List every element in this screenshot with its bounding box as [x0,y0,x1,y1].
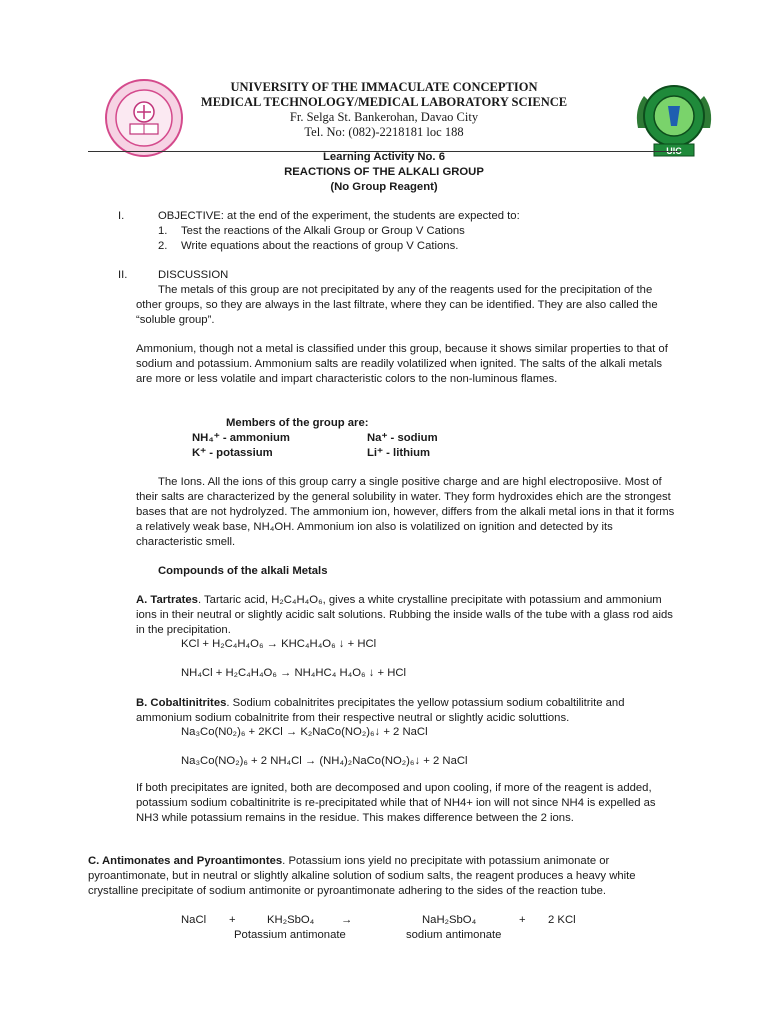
member-ion-potassium: K⁺ [192,447,207,459]
objective-item-2: Write equations about the reactions of group V Cations. [181,240,459,252]
section1-numeral: I. [118,210,125,222]
antimonates-term-plus-1: + [229,914,236,926]
member-name-potassium: - potassium [209,447,273,459]
members-heading: Members of the group are: [226,417,369,429]
cobaltinitrites-equation-2: Na₃Co(NO₂)₆ + 2 NH₄Cl → (NH₄)₂NaCo(NO₂)₆↓ + 2 NaCl [181,755,468,767]
department-name: MEDICAL TECHNOLOGY/MEDICAL LABORATORY SCIENCE [200,95,568,109]
member-name-lithium: - lithium [386,447,431,459]
university-name: UNIVERSITY OF THE IMMACULATE CONCEPTION [230,80,538,94]
telephone-number: Tel. No: (082)-2218181 loc 188 [304,125,464,139]
cobaltinitrites-label: B. Cobaltinitrites [136,697,227,709]
antimonates-label: C. Antimonates and Pyroantimontes [88,855,283,867]
compounds-heading: Compounds of the alkali Metals [158,565,328,577]
tartrates-paragraph [136,593,676,638]
section2-numeral: II. [118,269,128,281]
discussion-paragraph-1: The metals of this group are not precipitated by any of the reagents used for the precipitation of the other groups, so they are always in the last filtrate, where they can be identified. They are also called the “soluble group”. [136,284,658,326]
objective-heading: OBJECTIVE: at the end of the experiment, the students are expected to: [158,210,520,222]
objective-item-2-number: 2. [158,240,168,252]
tartrates-equation-1: KCl + H₂C₄H₄O₆ → KHC₄H₄O₆ ↓ + HCl [181,638,377,650]
cobaltinitrites-ignition-paragraph: If both precipitates are ignited, both are decomposed and upon cooling, if more of the reagent is added, potassium sodium cobaltinitrite is re-precipitated while that of NH4+ ion will not since NH4 is expelled as NH3 while potassium remains in the residue. This makes difference between the 2 ions. [136,782,656,824]
objective-item-1: Test the reactions of the Alkali Group or Group V Cations [181,225,465,237]
cobaltinitrites-text: . Sodium cobalnitrites precipitates the yellow potassium sodium cobaltilitrite and ammonium sodium cobalnitrite from their respective neutral or slightly acidic soluttions. [136,697,625,724]
tartrates-text: . Tartaric acid, H₂C₄H₄O₆, gives a white crystalline precipitate with potassium and ammonium ions in their neutral or slightly acidic salt solutions. Rubbing the inside walls of the tube with a glass rod aids in the precipitation. [136,594,673,636]
left-university-seal [104,78,184,158]
antimonates-term-nacl: NaCl [181,914,207,926]
antimonates-text: . Potassium ions yield no precipitate with potassium animonate or pyroantimonate, but in neutral or slightly alkaline solution of sodium salts, the reagent produces a heavy white crystalline precipitate of sodium antimonite or pyroantimonate adhering to the sides of the reaction tube. [88,855,636,897]
antimonates-paragraph [88,854,678,899]
member-name-ammonium: - ammonium [222,432,290,444]
member-ion-ammonium: NH₄⁺ [192,432,220,444]
discussion-heading: DISCUSSION [158,269,229,281]
university-address: Fr. Selga St. Bankerohan, Davao City [289,110,479,124]
cobaltinitrites-equation-1: Na₃Co(N0₂)₆ + 2KCl → K₂NaCo(NO₂)₆↓ + 2 NaCl [181,726,428,738]
svg-text:UIC: UIC [666,146,682,156]
right-department-seal [632,80,716,160]
activity-number: Learning Activity No. 6 [323,151,445,163]
member-name-sodium: - sodium [390,432,438,444]
member-ion-lithium: Li⁺ [367,447,384,459]
discussion-paragraph-2: Ammonium, though not a metal is classified under this group, because it shows similar properties to that of sodium and potassium. Ammonium salts are readily volatilized when ignited. The salts of the alkali metals are more or less volatile and impart characteristic colors to the non-luminous flames. [136,343,668,385]
activity-title: REACTIONS OF THE ALKALI GROUP [284,166,484,178]
antimonates-term-kh2sbo4: KH₂SbO₄ [267,914,315,926]
ions-paragraph: The Ions. All the ions of this group carry a single positive charge and are highl electroposiive. Most of their salts are characterized by the general solubility in water. They form hydroxides ehich are the strongest bases that are not hydrolyzed. The ammonium ion, however, differs from the alkali metal ions in that it forms a relatively weak base, NH₄OH. Ammonium ion also is volatilized on ignition and detected by its characteristic smell. [136,476,675,548]
objective-item-1-number: 1. [158,225,168,237]
tartrates-label: A. Tartrates [136,594,198,606]
antimonates-term-arrow: → [341,914,353,926]
tartrates-equation-2: NH₄Cl + H₂C₄H₄O₆ → NH₄HC₄ H₄O₆ ↓ + HCl [181,667,407,679]
sodium-antimonate-label: sodium antimonate [406,929,502,941]
cobaltinitrites-paragraph [136,696,676,726]
antimonates-term-plus-2: + [519,914,526,926]
activity-subtitle: (No Group Reagent) [330,181,438,193]
antimonates-term-nah2sbo4: NaH₂SbO₄ [422,914,477,926]
potassium-antimonate-label: Potassium antimonate [234,929,346,941]
member-ion-sodium: Na⁺ [367,432,388,444]
antimonates-term-2kcl: 2 KCl [548,914,576,926]
